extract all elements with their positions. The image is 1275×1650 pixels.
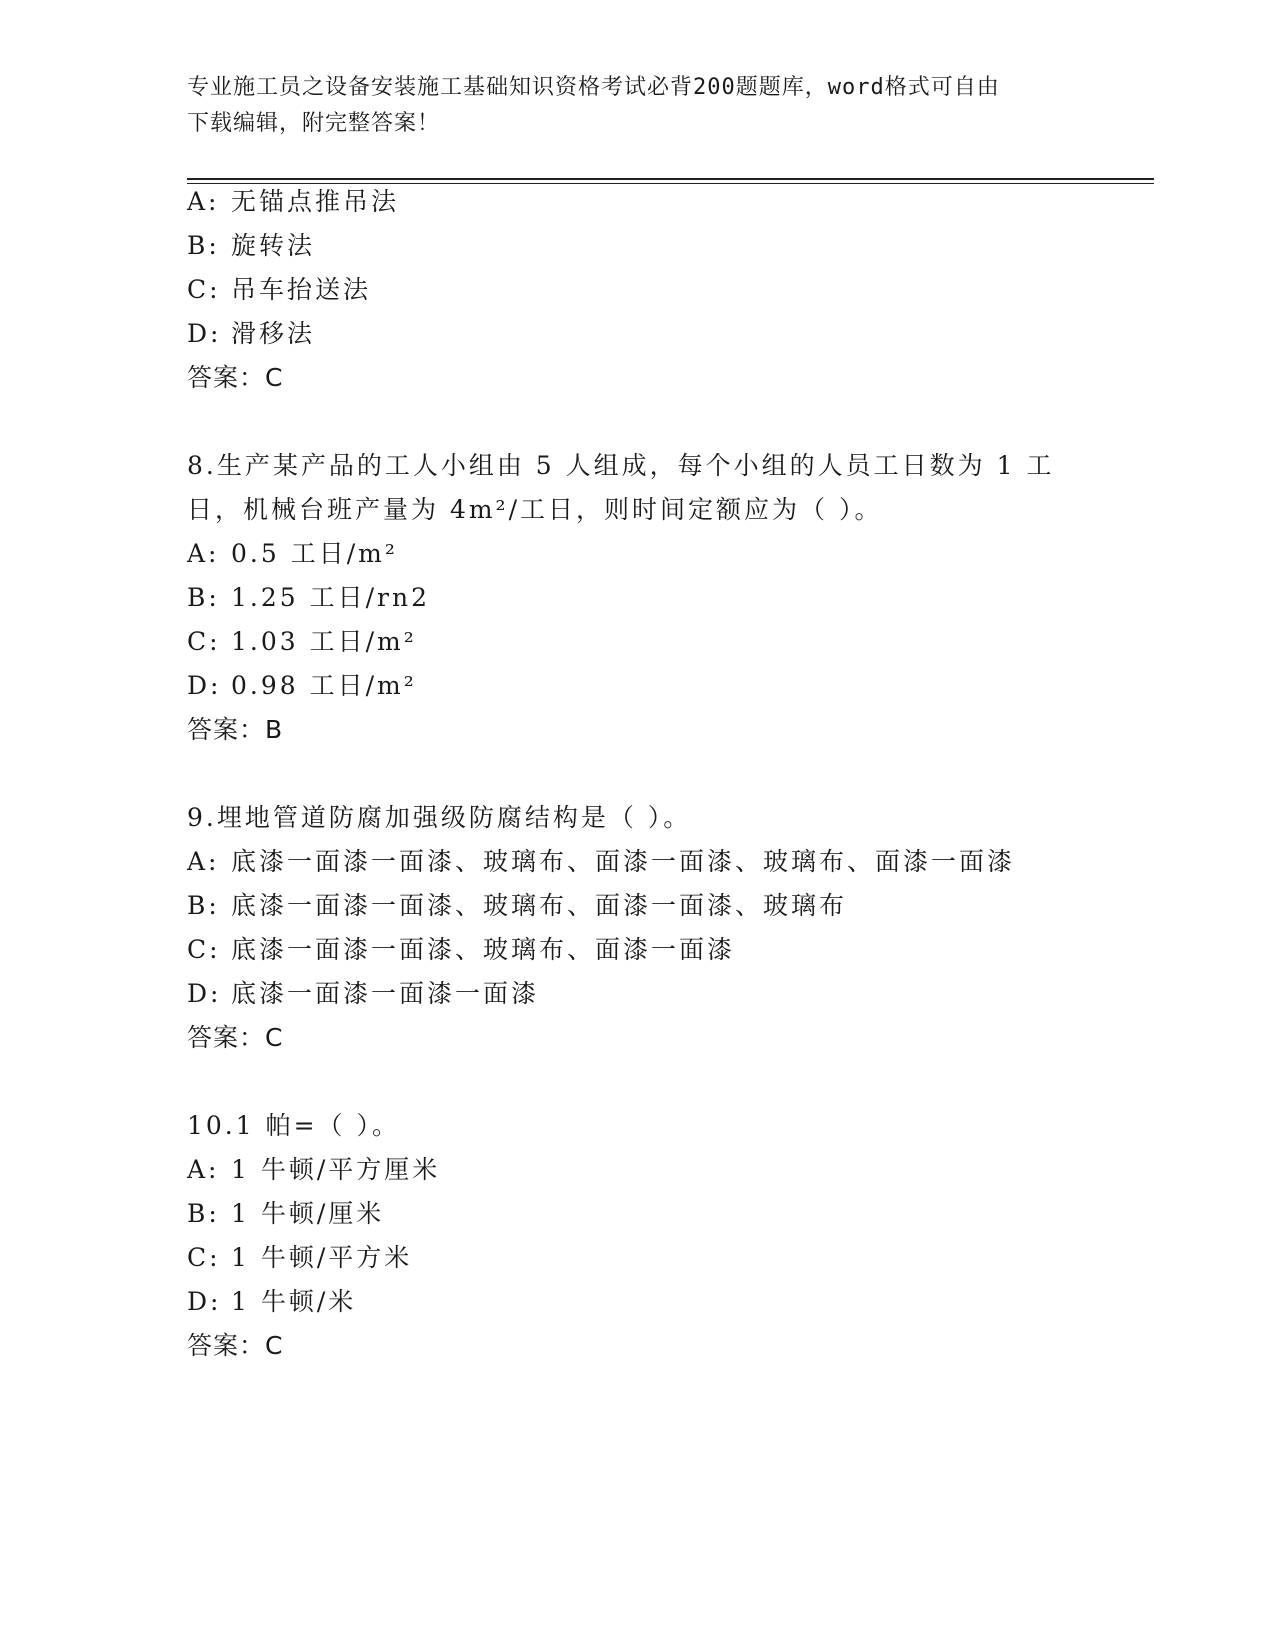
q9-option-b bbox=[187, 889, 847, 923]
option-tag: D: bbox=[187, 979, 222, 1008]
q10-option-c bbox=[187, 1241, 412, 1275]
q9-option-d bbox=[187, 977, 539, 1011]
q7-option-d bbox=[187, 317, 315, 351]
option-tag: A: bbox=[187, 187, 220, 216]
q10-option-d bbox=[187, 1285, 356, 1319]
q8-option-c bbox=[187, 625, 417, 659]
option-tag: D: bbox=[187, 319, 222, 348]
option-text: 1.25 工日/rn2 bbox=[231, 583, 430, 612]
option-text: 底漆一面漆一面漆、玻璃布、面漆一面漆 bbox=[231, 935, 736, 964]
q9-stem: 9.埋地管道防腐加强级防腐结构是（ ）。 bbox=[187, 803, 692, 832]
header-line-1: 专业施工员之设备安装施工基础知识资格考试必背200题题库，word格式可自由 bbox=[187, 75, 1000, 100]
option-text: 旋转法 bbox=[231, 231, 316, 260]
q9-answer: 答案：C bbox=[187, 1023, 284, 1052]
option-tag: C: bbox=[187, 935, 221, 964]
option-text: 底漆一面漆一面漆一面漆 bbox=[231, 979, 540, 1008]
option-text: 底漆一面漆一面漆、玻璃布、面漆一面漆、玻璃布、面漆一面漆 bbox=[231, 847, 1016, 876]
q8-option-d bbox=[187, 669, 417, 703]
option-text: 0.98 工日/m² bbox=[231, 671, 417, 700]
option-tag: C: bbox=[187, 275, 221, 304]
option-text: 1 牛顿/米 bbox=[231, 1287, 357, 1316]
header-line-2: 下载编辑，附完整答案！ bbox=[187, 111, 441, 136]
option-tag: B: bbox=[187, 891, 220, 920]
q10-answer: 答案：C bbox=[187, 1331, 284, 1360]
q8-stem-line-2: 日，机械台班产量为 4m²/工日，则时间定额应为（ ）。 bbox=[187, 495, 883, 524]
option-text: 吊车抬送法 bbox=[231, 275, 372, 304]
q8-option-b bbox=[187, 581, 430, 615]
option-text: 底漆一面漆一面漆、玻璃布、面漆一面漆、玻璃布 bbox=[231, 891, 848, 920]
q8-option-a bbox=[187, 537, 398, 571]
q8-answer: 答案：B bbox=[187, 715, 284, 744]
q7-answer: 答案：C bbox=[187, 363, 284, 392]
q10-option-a bbox=[187, 1153, 440, 1187]
option-tag: A: bbox=[187, 847, 220, 876]
q10-option-b bbox=[187, 1197, 384, 1231]
header-divider bbox=[187, 178, 1154, 180]
option-text: 1.03 工日/m² bbox=[231, 627, 417, 656]
option-text: 无锚点推吊法 bbox=[231, 187, 400, 216]
option-tag: D: bbox=[187, 1287, 222, 1316]
option-text: 0.5 工日/m² bbox=[231, 539, 398, 568]
option-tag: B: bbox=[187, 231, 220, 260]
option-tag: C: bbox=[187, 1243, 221, 1272]
option-tag: D: bbox=[187, 671, 222, 700]
option-tag: B: bbox=[187, 1199, 220, 1228]
q7-option-c bbox=[187, 273, 371, 307]
q9-option-c bbox=[187, 933, 735, 967]
option-text: 1 牛顿/平方厘米 bbox=[231, 1155, 441, 1184]
document-header bbox=[187, 70, 1087, 142]
option-text: 滑移法 bbox=[231, 319, 316, 348]
q9-option-a bbox=[187, 845, 1015, 879]
option-tag: A: bbox=[187, 539, 220, 568]
header-divider-thin bbox=[187, 183, 1154, 184]
option-tag: A: bbox=[187, 1155, 220, 1184]
option-text: 1 牛顿/平方米 bbox=[231, 1243, 413, 1272]
q7-option-a bbox=[187, 185, 399, 219]
option-text: 1 牛顿/厘米 bbox=[231, 1199, 385, 1228]
q10-stem: 10.1 帕=（ ）。 bbox=[187, 1111, 401, 1140]
option-tag: B: bbox=[187, 583, 220, 612]
q8-stem-line-1: 8.生产某产品的工人小组由 5 人组成，每个小组的人员工日数为 1 工 bbox=[187, 451, 1055, 480]
q7-option-b bbox=[187, 229, 315, 263]
option-tag: C: bbox=[187, 627, 221, 656]
